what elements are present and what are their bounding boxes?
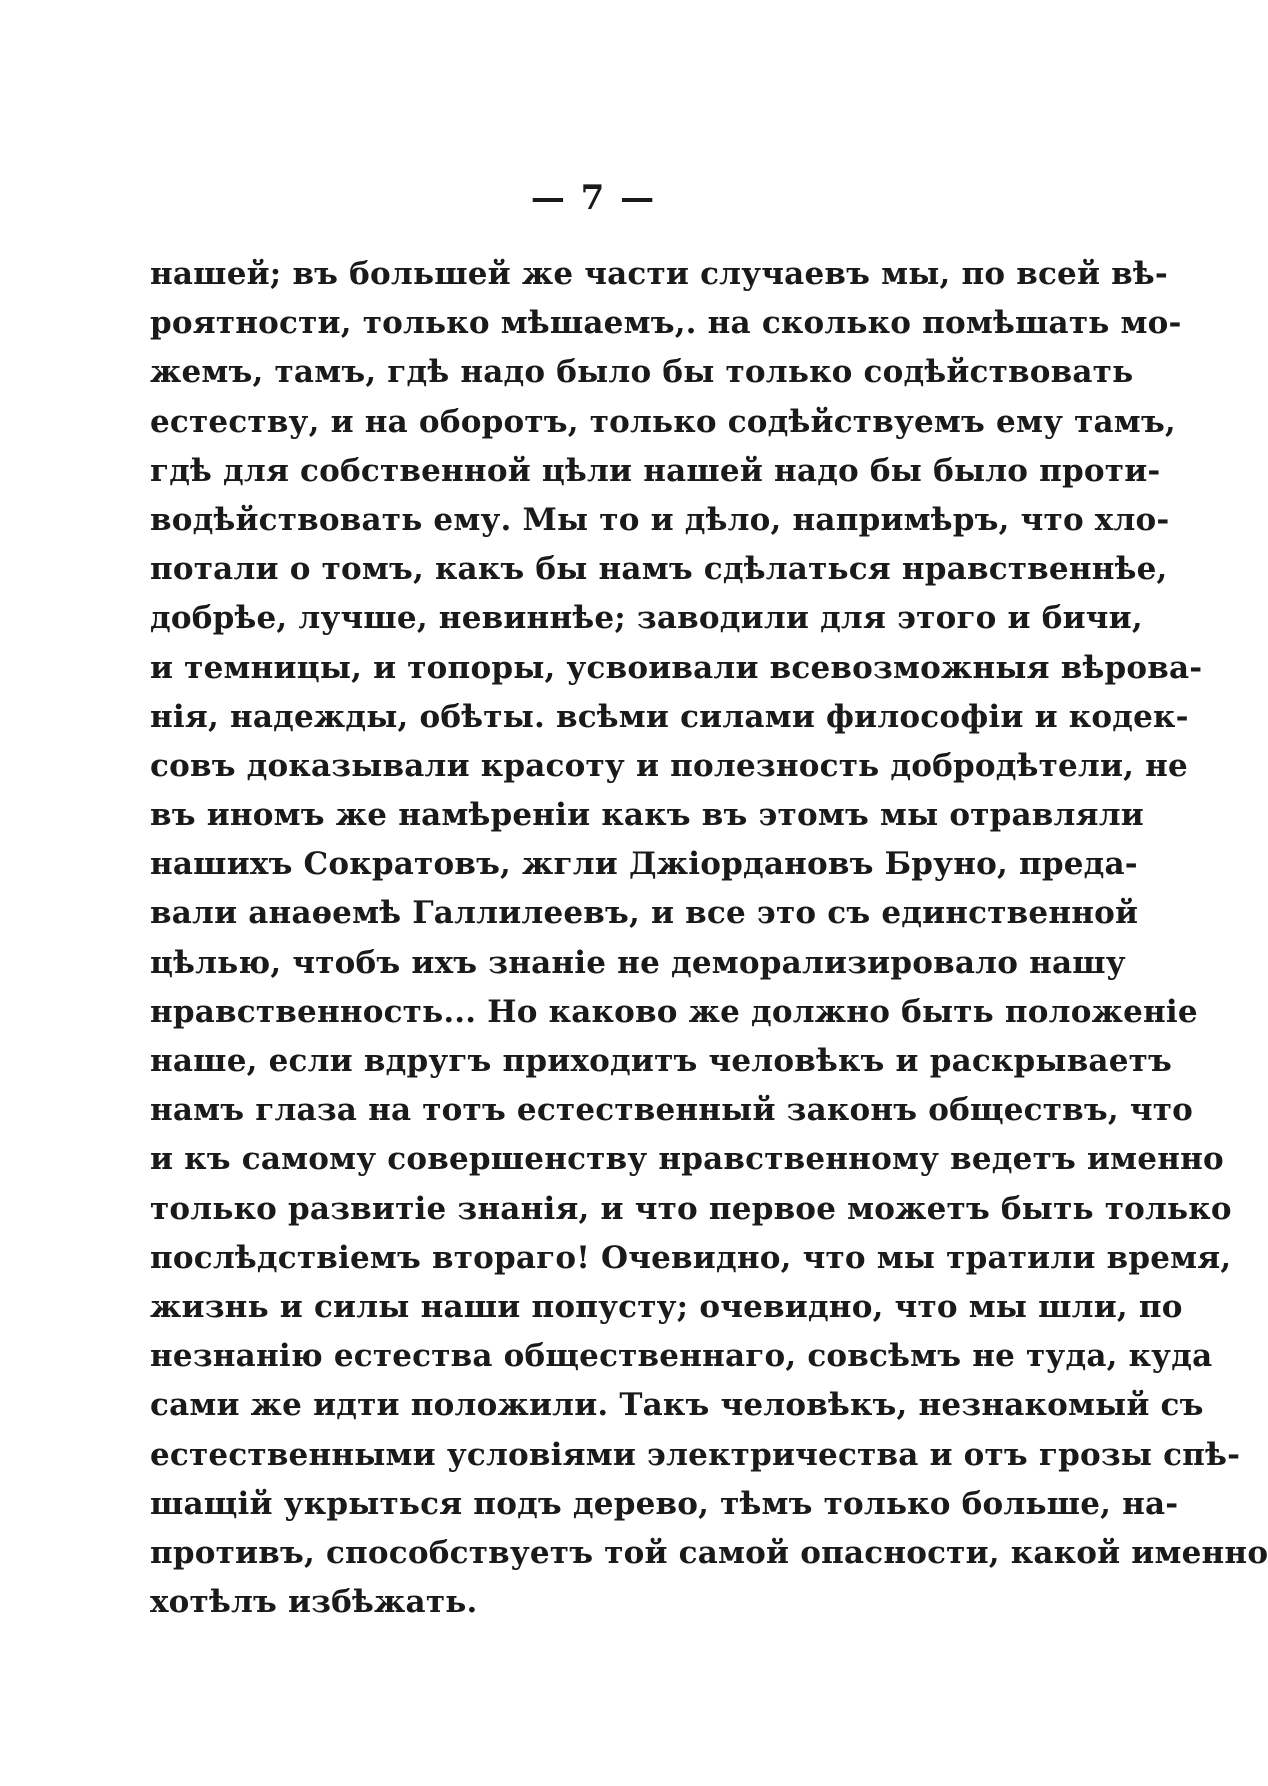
text-line: гдѣ для собственной цѣли нашей надо бы было проти- [150,452,1161,489]
text-line: шащій укрыться подъ дерево, тѣмъ только больше, на- [150,1485,1179,1522]
text-line: совъ доказывали красоту и полезность добродѣтели, не [150,747,1188,784]
text-line: нравственность... Но каково же должно быть положеніе [150,993,1198,1030]
text-line: потали о томъ, какъ бы намъ сдѣлаться нравственнѣе, [150,551,1168,588]
text-line: незнанію естества общественнаго, совсѣмъ не туда, куда [150,1338,1213,1375]
text-line: нія, надежды, обѣты. всѣми силами философіи и кодек- [150,698,1189,735]
text-line: роятности, только мѣшаемъ,. на сколько помѣшать мо- [150,305,1182,342]
text-line: нашей; въ большей же части случаевъ мы, по всей вѣ- [150,256,1168,292]
text-line: жемъ, тамъ, гдѣ надо было бы только содѣйствовать [150,354,1134,391]
text-line-last: хотѣлъ избѣжать. [150,1584,478,1621]
body-text [150,250,1268,1627]
text-line: естеству, и на оборотъ, только содѣйствуемъ ему тамъ, [150,403,1176,440]
text-line: водѣйствовать ему. Мы то и дѣло, напримѣръ, что хло- [150,501,1170,538]
text-line: противъ, способствуетъ той самой опасности, какой именно [150,1534,1268,1571]
text-line: и темницы, и топоры, усвоивали всевозможныя вѣрова- [150,649,1203,686]
page-number: — 7 — [530,178,657,218]
text-line: сами же идти положили. Такъ человѣкъ, незнакомый съ [150,1387,1204,1424]
text-line: и къ самому совершенству нравственному ведетъ именно [150,1141,1224,1178]
text-line: въ иномъ же намѣреніи какъ въ этомъ мы отравляли [150,797,1144,834]
text-line: вали анаѳемѣ Галлилеевъ, и все это съ единственной [150,895,1139,932]
text-line: цѣлью, чтобъ ихъ знаніе не деморализировало нашу [150,944,1126,981]
text-line: послѣдствіемъ втораго! Очевидно, что мы тратили время, [150,1239,1232,1276]
text-line: намъ глаза на тотъ естественный законъ обществъ, что [150,1092,1194,1129]
text-line: добрѣе, лучше, невиннѣе; заводили для этого и бичи, [150,600,1143,637]
text-line: нашихъ Сократовъ, жгли Джіордановъ Бруно, преда- [150,846,1138,883]
text-line: жизнь и силы наши попусту; очевидно, что мы шли, по [150,1288,1183,1325]
text-line: только развитіе знанія, и что первое можетъ быть только [150,1190,1232,1227]
text-line: естественными условіями электричества и отъ грозы спѣ- [150,1436,1241,1473]
text-line: наше, если вдругъ приходитъ человѣкъ и раскрываетъ [150,1043,1173,1079]
